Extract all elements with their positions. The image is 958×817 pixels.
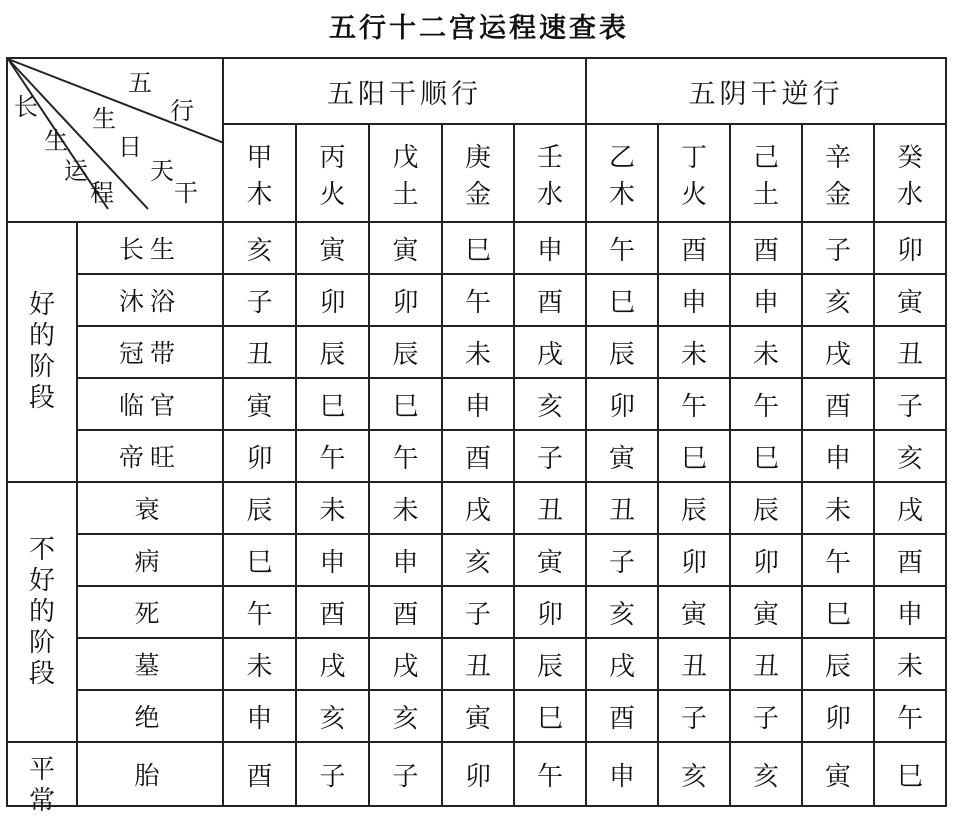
table-row (7, 742, 946, 806)
branch-cell: 巳 (296, 378, 369, 430)
corner-char: 运 (64, 157, 88, 185)
yang-stems-header: 五阳干顺行 (223, 58, 586, 124)
stem-header: 壬 (514, 124, 586, 174)
branch-cell: 午 (874, 690, 946, 742)
branch-cell: 寅 (730, 586, 802, 638)
branch-cell: 酉 (223, 742, 296, 806)
branch-cell: 辰 (586, 326, 658, 378)
branch-cell: 丑 (874, 326, 946, 378)
table-row (7, 326, 946, 378)
corner-char: 干 (174, 179, 198, 207)
phase-label: 死 (77, 586, 223, 638)
branch-cell: 亥 (223, 222, 296, 274)
table-row (7, 586, 946, 638)
phase-label: 病 (77, 534, 223, 586)
branch-cell: 卯 (586, 378, 658, 430)
branch-cell: 亥 (730, 742, 802, 806)
branch-cell: 戌 (369, 638, 442, 690)
element-header: 火 (658, 174, 730, 222)
branch-cell: 酉 (369, 586, 442, 638)
branch-cell: 子 (296, 742, 369, 806)
branch-cell: 戌 (802, 326, 874, 378)
stem-header: 丁 (658, 124, 730, 174)
stem-header: 戊 (369, 124, 442, 174)
branch-cell: 丑 (223, 326, 296, 378)
twelve-palaces-table (6, 57, 947, 816)
yin-stems-header: 五阴干逆行 (586, 58, 946, 124)
stem-header: 辛 (802, 124, 874, 174)
branch-cell: 卯 (802, 690, 874, 742)
branch-cell: 申 (514, 222, 586, 274)
branch-cell: 辰 (369, 326, 442, 378)
branch-cell: 酉 (658, 222, 730, 274)
branch-cell: 未 (369, 482, 442, 534)
branch-cell: 未 (442, 326, 514, 378)
phase-label: 长生 (77, 222, 223, 274)
branch-cell: 寅 (442, 690, 514, 742)
branch-cell: 寅 (223, 378, 296, 430)
section-label (7, 482, 77, 742)
table-row (7, 690, 946, 742)
branch-cell: 子 (223, 274, 296, 326)
branch-cell: 酉 (874, 534, 946, 586)
phase-label: 绝 (77, 690, 223, 742)
element-header: 火 (296, 174, 369, 222)
branch-cell: 午 (223, 586, 296, 638)
element-header: 金 (802, 174, 874, 222)
stem-header: 庚 (442, 124, 514, 174)
branch-cell: 子 (730, 690, 802, 742)
stem-header: 癸 (874, 124, 946, 174)
branch-cell: 巳 (442, 222, 514, 274)
branch-cell: 子 (586, 534, 658, 586)
element-header: 金 (442, 174, 514, 222)
stem-header: 己 (730, 124, 802, 174)
branch-cell: 寅 (369, 222, 442, 274)
phase-label: 沐浴 (77, 274, 223, 326)
branch-cell: 亥 (369, 690, 442, 742)
section-label (7, 742, 77, 816)
branch-cell: 午 (802, 534, 874, 586)
branch-cell: 巳 (369, 378, 442, 430)
branch-cell: 巳 (514, 690, 586, 742)
branch-cell: 亥 (442, 534, 514, 586)
section-label-text: 好的阶段 (28, 290, 55, 413)
branch-cell: 巳 (223, 534, 296, 586)
branch-cell: 戌 (514, 326, 586, 378)
branch-cell: 未 (223, 638, 296, 690)
branch-cell: 酉 (442, 430, 514, 482)
branch-cell: 卯 (514, 586, 586, 638)
branch-cell: 卯 (296, 274, 369, 326)
branch-cell: 酉 (802, 378, 874, 430)
branch-cell: 辰 (730, 482, 802, 534)
element-header: 土 (369, 174, 442, 222)
branch-cell: 寅 (514, 534, 586, 586)
table-row (7, 274, 946, 326)
branch-cell: 酉 (296, 586, 369, 638)
corner-char: 生 (44, 127, 68, 155)
branch-cell: 寅 (658, 586, 730, 638)
branch-cell: 卯 (658, 534, 730, 586)
corner-char: 长 (14, 93, 38, 121)
element-header: 木 (586, 174, 658, 222)
phase-label: 衰 (77, 482, 223, 534)
branch-cell: 戌 (442, 482, 514, 534)
branch-cell: 巳 (874, 742, 946, 806)
corner-char: 程 (90, 179, 114, 207)
branch-cell: 子 (369, 742, 442, 806)
branch-cell: 巳 (658, 430, 730, 482)
corner-char: 日 (118, 133, 142, 161)
branch-cell: 子 (514, 430, 586, 482)
branch-cell: 丑 (658, 638, 730, 690)
branch-cell: 丑 (442, 638, 514, 690)
phase-label: 临官 (77, 378, 223, 430)
branch-cell: 亥 (658, 742, 730, 806)
branch-cell: 申 (658, 274, 730, 326)
branch-cell: 子 (874, 378, 946, 430)
branch-cell: 卯 (730, 534, 802, 586)
element-header: 水 (514, 174, 586, 222)
branch-cell: 亥 (296, 690, 369, 742)
branch-cell: 卯 (369, 274, 442, 326)
table-row (7, 638, 946, 690)
branch-cell: 午 (658, 378, 730, 430)
element-header: 土 (730, 174, 802, 222)
branch-cell: 午 (296, 430, 369, 482)
branch-cell: 戌 (296, 638, 369, 690)
branch-cell: 午 (442, 274, 514, 326)
branch-cell: 午 (586, 222, 658, 274)
section-label (7, 222, 77, 482)
branch-cell: 辰 (802, 638, 874, 690)
branch-cell: 申 (874, 586, 946, 638)
branch-cell: 辰 (296, 326, 369, 378)
table-row (7, 378, 946, 430)
branch-cell: 子 (802, 222, 874, 274)
branch-cell: 寅 (802, 742, 874, 806)
branch-cell: 酉 (586, 690, 658, 742)
branch-cell: 酉 (514, 274, 586, 326)
branch-cell: 卯 (223, 430, 296, 482)
branch-cell: 未 (802, 482, 874, 534)
branch-cell: 未 (730, 326, 802, 378)
branch-cell: 申 (369, 534, 442, 586)
corner-char: 五 (128, 69, 152, 97)
stem-header: 乙 (586, 124, 658, 174)
branch-cell: 丑 (586, 482, 658, 534)
branch-cell: 未 (874, 638, 946, 690)
corner-char: 生 (92, 105, 116, 133)
branch-cell: 子 (658, 690, 730, 742)
branch-cell: 辰 (223, 482, 296, 534)
stem-header: 甲 (223, 124, 296, 174)
branch-cell: 巳 (802, 586, 874, 638)
branch-cell: 申 (296, 534, 369, 586)
phase-label: 墓 (77, 638, 223, 690)
branch-cell: 寅 (586, 430, 658, 482)
branch-cell: 亥 (586, 586, 658, 638)
branch-cell: 亥 (874, 430, 946, 482)
table-row (7, 430, 946, 482)
element-header: 木 (223, 174, 296, 222)
section-label-text: 平常 (28, 755, 55, 816)
corner-char: 行 (170, 97, 194, 125)
branch-cell: 子 (442, 586, 514, 638)
phase-label: 胎 (77, 742, 223, 806)
branch-cell: 申 (730, 274, 802, 326)
branch-cell: 巳 (730, 430, 802, 482)
branch-cell: 卯 (874, 222, 946, 274)
branch-cell: 午 (514, 742, 586, 806)
table-row (7, 482, 946, 534)
element-header: 水 (874, 174, 946, 222)
branch-cell: 亥 (514, 378, 586, 430)
phase-label: 帝旺 (77, 430, 223, 482)
branch-cell: 辰 (514, 638, 586, 690)
branch-cell: 戌 (586, 638, 658, 690)
table-row (7, 222, 946, 274)
branch-cell: 巳 (586, 274, 658, 326)
branch-cell: 申 (442, 378, 514, 430)
branch-cell: 卯 (442, 742, 514, 806)
branch-cell: 未 (658, 326, 730, 378)
branch-cell: 戌 (874, 482, 946, 534)
page-title: 五行十二宫运程速查表 (329, 13, 629, 44)
branch-cell: 寅 (874, 274, 946, 326)
branch-cell: 申 (223, 690, 296, 742)
branch-cell: 丑 (514, 482, 586, 534)
branch-cell: 辰 (658, 482, 730, 534)
branch-cell: 申 (586, 742, 658, 806)
table-row (7, 534, 946, 586)
branch-cell: 亥 (802, 274, 874, 326)
corner-char: 天 (150, 157, 174, 185)
branch-cell: 午 (730, 378, 802, 430)
section-label-text: 不好的阶段 (28, 534, 55, 689)
branch-cell: 午 (369, 430, 442, 482)
branch-cell: 寅 (296, 222, 369, 274)
branch-cell: 未 (296, 482, 369, 534)
phase-label: 冠带 (77, 326, 223, 378)
branch-cell: 丑 (730, 638, 802, 690)
corner-header (7, 58, 223, 222)
branch-cell: 酉 (730, 222, 802, 274)
branch-cell: 申 (802, 430, 874, 482)
stem-header: 丙 (296, 124, 369, 174)
